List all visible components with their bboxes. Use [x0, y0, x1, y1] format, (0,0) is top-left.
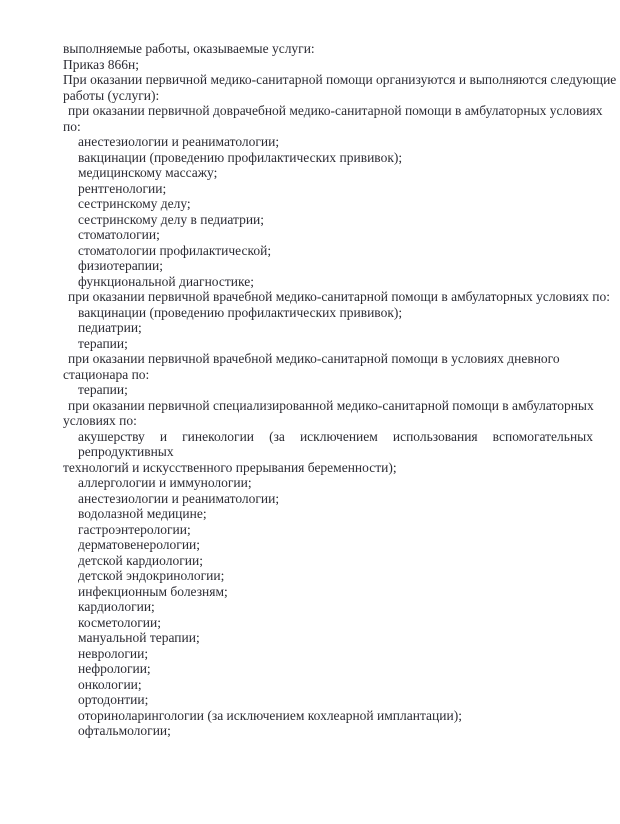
- text-line: при оказании первичной доврачебной медико-санитарной помощи в амбулаторных условиях: [68, 103, 603, 118]
- text-line: при оказании первичной врачебной медико-санитарной помощи в условиях дневного: [68, 351, 560, 366]
- text-line: сестринскому делу в педиатрии;: [78, 211, 265, 227]
- text-line: медицинскому массажу;: [78, 165, 218, 180]
- text-line: офтальмологии;: [78, 723, 171, 738]
- text-line: дерматовенерологии;: [78, 537, 201, 552]
- text-line: нефрологии;: [78, 661, 151, 676]
- text-line: стоматологии профилактической;: [78, 242, 272, 258]
- text-line: терапии;: [78, 335, 128, 351]
- text-line: технологий и искусственного прерывания беременности);: [63, 459, 397, 475]
- text-line: анестезиологии и реаниматологии;: [78, 134, 280, 149]
- text-line: аллергологии и иммунологии;: [78, 475, 252, 490]
- text-line: инфекционным болезням;: [78, 583, 228, 599]
- text-line: при оказании первичной специализированной медико-санитарной помощи в амбулаторных: [68, 397, 594, 413]
- text-line: вакцинации (проведению профилактических прививок);: [78, 149, 403, 165]
- text-line: терапии;: [78, 382, 128, 397]
- text-line: условиях по:: [63, 413, 137, 428]
- text-line: стационара по:: [63, 366, 150, 382]
- text-line: рентгенологии;: [78, 180, 167, 196]
- text-line: по:: [63, 118, 81, 134]
- text-line: оториноларингологии (за исключением кохлеарной имплантации);: [78, 707, 462, 723]
- text-line: детской кардиологии;: [78, 552, 203, 568]
- text-line: Приказ 866н;: [63, 56, 140, 72]
- text-line: косметологии;: [78, 614, 162, 630]
- text-line: анестезиологии и реаниматологии;: [78, 490, 280, 506]
- text-line: стоматологии;: [78, 227, 160, 242]
- text-line: физиотерапии;: [78, 258, 163, 273]
- text-line: При оказании первичной медико-санитарной помощи организуются и выполняются следующие: [63, 72, 617, 87]
- text-line: водолазной медицине;: [78, 506, 207, 521]
- text-line: неврологии;: [78, 645, 149, 661]
- text-line: гастроэнтерологии;: [78, 521, 191, 537]
- text-line: сестринскому делу;: [78, 196, 191, 211]
- text-line: работы (услуги):: [63, 87, 160, 103]
- text-line: онкологии;: [78, 676, 142, 692]
- document-text-block: [63, 41, 617, 739]
- text-line: при оказании первичной врачебной медико-санитарной помощи в амбулаторных условиях по:: [68, 289, 611, 304]
- text-line: педиатрии;: [78, 320, 142, 335]
- text-line: выполняемые работы, оказываемые услуги:: [63, 41, 315, 56]
- text-line: вакцинации (проведению профилактических прививок);: [78, 304, 403, 320]
- text-line: кардиологии;: [78, 599, 155, 614]
- text-line: детской эндокринологии;: [78, 568, 225, 583]
- text-line: акушерству и гинекологии (за исключением использования вспомогательных репродуктивных: [78, 428, 593, 459]
- text-line: функциональной диагностике;: [78, 273, 254, 289]
- text-line: ортодонтии;: [78, 692, 149, 707]
- text-line: мануальной терапии;: [78, 630, 200, 645]
